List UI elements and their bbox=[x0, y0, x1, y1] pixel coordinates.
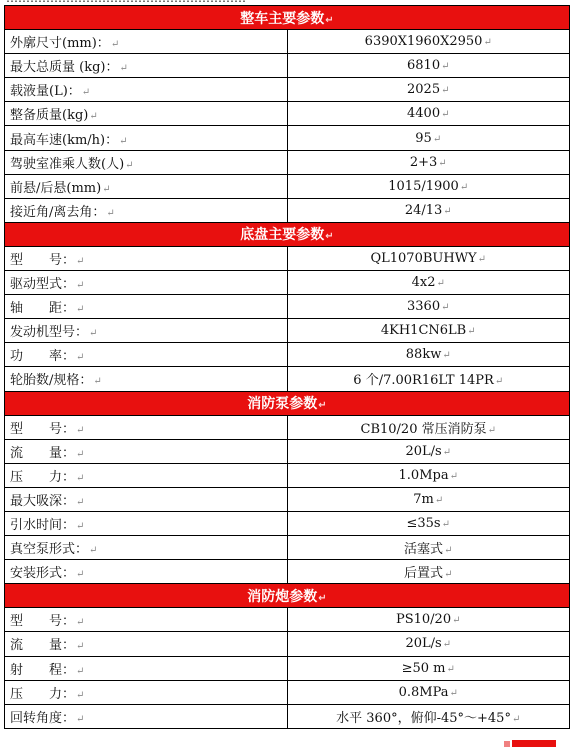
spec-value: 20L/s bbox=[405, 636, 442, 652]
spec-label-cell bbox=[5, 319, 288, 343]
paragraph-mark: ↵ bbox=[106, 207, 115, 219]
paragraph-mark: ↵ bbox=[444, 569, 453, 581]
spec-value: PS10/20 bbox=[395, 612, 452, 628]
spec-value: 活塞式 bbox=[404, 542, 444, 558]
spec-label: 压 力： bbox=[10, 469, 76, 485]
paragraph-mark: ↵ bbox=[444, 545, 453, 557]
spec-row bbox=[5, 560, 570, 584]
spec-value: 0.8MPa bbox=[398, 684, 449, 700]
spec-value-cell bbox=[287, 439, 570, 463]
paragraph-mark: ↵ bbox=[487, 424, 496, 436]
spec-row bbox=[5, 54, 570, 78]
spec-label-cell bbox=[5, 126, 288, 150]
spec-label: 流 量： bbox=[10, 638, 76, 654]
spec-label-cell bbox=[5, 246, 288, 270]
spec-label: 最高车速(km/h)： bbox=[10, 132, 119, 148]
section-title-cell bbox=[5, 391, 570, 415]
spec-row bbox=[5, 102, 570, 126]
paragraph-mark: ↵ bbox=[434, 494, 444, 506]
spec-value-cell bbox=[287, 102, 570, 126]
spec-label: 发动机型号： bbox=[10, 325, 89, 341]
paragraph-mark: ↵ bbox=[483, 37, 492, 49]
spec-value: 88kw bbox=[405, 347, 442, 363]
spec-label-cell bbox=[5, 439, 288, 463]
spec-row bbox=[5, 295, 570, 319]
section-title: 整车主要参数 bbox=[240, 10, 325, 27]
spec-label-cell bbox=[5, 78, 288, 102]
spec-value: QL1070BUHWY bbox=[370, 250, 477, 266]
paragraph-mark: ↵ bbox=[442, 350, 451, 362]
spec-row bbox=[5, 150, 570, 174]
spec-label: 型 号： bbox=[10, 614, 76, 630]
paragraph-mark: ↵ bbox=[438, 157, 447, 169]
spec-value: 7m bbox=[413, 491, 434, 507]
spec-value-cell bbox=[287, 463, 570, 487]
spec-value-cell bbox=[287, 30, 570, 54]
spec-value-cell bbox=[287, 126, 570, 150]
paragraph-mark: ↵ bbox=[467, 326, 476, 338]
spec-value: 2025 bbox=[407, 82, 441, 98]
spec-value-cell bbox=[287, 343, 570, 367]
spec-value-cell bbox=[287, 54, 570, 78]
spec-value: 1.0Mpa bbox=[398, 467, 449, 483]
spec-value-cell bbox=[287, 680, 570, 704]
spec-value: 6390X1960X2950 bbox=[364, 34, 483, 50]
spec-label: 型 号： bbox=[10, 252, 76, 268]
spec-row bbox=[5, 656, 570, 680]
spec-value: 4400 bbox=[407, 106, 441, 122]
spec-value-cell bbox=[287, 198, 570, 222]
paragraph-mark: ↵ bbox=[76, 689, 85, 701]
spec-row bbox=[5, 343, 570, 367]
spec-value: 95 bbox=[415, 130, 432, 146]
spec-label-cell bbox=[5, 295, 288, 319]
spec-row bbox=[5, 246, 570, 270]
section-title: 消防炮参数 bbox=[247, 588, 318, 605]
spec-label: 最大吸深： bbox=[10, 493, 76, 509]
paragraph-mark: ↵ bbox=[89, 111, 98, 123]
paragraph-mark: ↵ bbox=[494, 376, 504, 388]
paragraph-mark: ↵ bbox=[76, 713, 85, 725]
paragraph-mark: ↵ bbox=[441, 519, 450, 531]
paragraph-mark: ↵ bbox=[76, 352, 85, 364]
spec-row bbox=[5, 632, 570, 656]
section-title-cell bbox=[5, 6, 570, 30]
spec-label: 驱动型式： bbox=[10, 277, 76, 293]
spec-label: 轴 距： bbox=[10, 301, 76, 317]
paragraph-mark: ↵ bbox=[477, 253, 487, 265]
spec-value: 2+3 bbox=[409, 154, 438, 170]
spec-label: 功 率： bbox=[10, 349, 76, 365]
spec-value: 后置式 bbox=[404, 566, 444, 582]
section-header bbox=[5, 6, 570, 30]
section-header bbox=[5, 222, 570, 246]
spec-value: CB10/20 常压消防泵 bbox=[360, 421, 487, 437]
spec-label: 射 程： bbox=[10, 662, 76, 678]
paragraph-mark: ↵ bbox=[441, 85, 450, 97]
spec-row bbox=[5, 319, 570, 343]
paragraph-mark: ↵ bbox=[125, 159, 134, 171]
paragraph-mark: ↵ bbox=[432, 133, 442, 145]
paragraph-mark: ↵ bbox=[119, 135, 128, 147]
paragraph-mark: ↵ bbox=[442, 446, 452, 458]
spec-row bbox=[5, 78, 570, 102]
spec-label-cell bbox=[5, 536, 288, 560]
spec-label: 前悬/后悬(mm) bbox=[10, 180, 102, 196]
spec-value-cell bbox=[287, 78, 570, 102]
paragraph-mark: ↵ bbox=[511, 713, 521, 725]
paragraph-mark: ↵ bbox=[76, 472, 85, 484]
spec-label: 载液量(L)： bbox=[10, 84, 81, 100]
spec-value-cell bbox=[287, 536, 570, 560]
spec-value: 1015/1900 bbox=[388, 178, 459, 194]
spec-value: 20L/s bbox=[405, 443, 442, 459]
spec-label-cell bbox=[5, 463, 288, 487]
corner-decoration-dot bbox=[504, 741, 510, 747]
spec-row bbox=[5, 30, 570, 54]
spec-row bbox=[5, 680, 570, 704]
spec-label-cell bbox=[5, 30, 288, 54]
spec-value-cell bbox=[287, 246, 570, 270]
paragraph-mark: ↵ bbox=[325, 14, 334, 26]
paragraph-mark: ↵ bbox=[89, 545, 98, 557]
spec-label-cell bbox=[5, 102, 288, 126]
spec-label-cell bbox=[5, 656, 288, 680]
spec-value-cell bbox=[287, 632, 570, 656]
paragraph-mark: ↵ bbox=[459, 181, 469, 193]
spec-label-cell bbox=[5, 511, 288, 535]
spec-label: 最大总质量 (kg)： bbox=[10, 60, 119, 76]
spec-label-cell bbox=[5, 271, 288, 295]
paragraph-mark: ↵ bbox=[76, 280, 85, 292]
spec-value: 6 个/7.00R16LT 14PR bbox=[353, 373, 494, 389]
paragraph-mark: ↵ bbox=[76, 521, 85, 533]
spec-label-cell bbox=[5, 608, 288, 632]
paragraph-mark: ↵ bbox=[325, 231, 334, 243]
paragraph-mark: ↵ bbox=[89, 328, 98, 340]
spec-label-cell bbox=[5, 560, 288, 584]
spec-label: 驾驶室准乘人数(人) bbox=[10, 156, 125, 172]
section-title-cell bbox=[5, 222, 570, 246]
spec-value-cell bbox=[287, 319, 570, 343]
paragraph-mark: ↵ bbox=[449, 687, 458, 699]
section-title-cell bbox=[5, 584, 570, 608]
paragraph-mark: ↵ bbox=[119, 63, 128, 75]
spec-label-cell bbox=[5, 54, 288, 78]
paragraph-mark: ↵ bbox=[76, 255, 85, 267]
spec-label: 引水时间： bbox=[10, 518, 76, 534]
spec-label: 接近角/离去角： bbox=[10, 204, 106, 220]
paragraph-mark: ↵ bbox=[446, 663, 455, 675]
spec-value-cell bbox=[287, 560, 570, 584]
spec-value-cell bbox=[287, 704, 570, 728]
paragraph-mark: ↵ bbox=[76, 448, 85, 460]
spec-label: 流 量： bbox=[10, 445, 76, 461]
spec-value: ≤35s bbox=[406, 516, 441, 532]
spec-value: 3360 bbox=[407, 299, 441, 315]
spec-row bbox=[5, 367, 570, 391]
paragraph-mark: ↵ bbox=[76, 641, 85, 653]
paragraph-mark: ↵ bbox=[76, 304, 85, 316]
paragraph-mark: ↵ bbox=[452, 615, 461, 627]
spec-row bbox=[5, 536, 570, 560]
spec-label: 安装形式： bbox=[10, 566, 76, 582]
section-title: 消防泵参数 bbox=[247, 396, 318, 413]
paragraph-mark: ↵ bbox=[318, 592, 327, 604]
spec-label: 轮胎数/规格： bbox=[10, 373, 93, 389]
spec-value: 4x2 bbox=[411, 275, 436, 291]
paragraph-mark: ↵ bbox=[318, 400, 327, 412]
spec-label: 回转角度： bbox=[10, 710, 76, 726]
spec-label-cell bbox=[5, 632, 288, 656]
spec-table bbox=[4, 5, 570, 729]
spec-label-cell bbox=[5, 150, 288, 174]
paragraph-mark: ↵ bbox=[76, 424, 85, 436]
spec-row bbox=[5, 487, 570, 511]
spec-value-cell bbox=[287, 415, 570, 439]
paragraph-mark: ↵ bbox=[76, 617, 85, 629]
paragraph-mark: ↵ bbox=[436, 278, 445, 290]
paragraph-mark: ↵ bbox=[76, 496, 85, 508]
paragraph-mark: ↵ bbox=[443, 205, 452, 217]
spec-label-cell bbox=[5, 680, 288, 704]
spec-value-cell bbox=[287, 295, 570, 319]
spec-label: 型 号： bbox=[10, 421, 76, 437]
spec-value-cell bbox=[287, 487, 570, 511]
spec-value: 4KH1CN6LB bbox=[380, 323, 467, 339]
paragraph-mark: ↵ bbox=[441, 302, 450, 314]
corner-decoration bbox=[512, 740, 556, 747]
paragraph-mark: ↵ bbox=[110, 39, 120, 51]
paragraph-mark: ↵ bbox=[76, 665, 85, 677]
spec-row bbox=[5, 511, 570, 535]
spec-label: 压 力： bbox=[10, 686, 76, 702]
spec-label-cell bbox=[5, 704, 288, 728]
spec-value-cell bbox=[287, 656, 570, 680]
spec-row bbox=[5, 198, 570, 222]
spec-value: 水平 360°，俯仰-45°～+45° bbox=[336, 710, 511, 726]
paragraph-mark: ↵ bbox=[76, 569, 85, 581]
spec-label: 外廓尺寸(mm)： bbox=[10, 36, 110, 52]
paragraph-mark: ↵ bbox=[81, 87, 91, 99]
spec-label: 整备质量(kg) bbox=[10, 108, 89, 124]
spec-row bbox=[5, 174, 570, 198]
spec-label: 真空泵形式： bbox=[10, 542, 89, 558]
spec-value-cell bbox=[287, 608, 570, 632]
spec-value-cell bbox=[287, 511, 570, 535]
section-title: 底盘主要参数 bbox=[240, 227, 325, 244]
paragraph-mark: ↵ bbox=[441, 61, 450, 73]
spec-value-cell bbox=[287, 150, 570, 174]
paragraph-mark: ↵ bbox=[442, 639, 452, 651]
paragraph-mark: ↵ bbox=[441, 109, 450, 121]
spec-label-cell bbox=[5, 174, 288, 198]
spec-row bbox=[5, 271, 570, 295]
spec-label-cell bbox=[5, 343, 288, 367]
paragraph-mark: ↵ bbox=[102, 183, 111, 195]
spec-value: 24/13 bbox=[404, 202, 443, 218]
section-header bbox=[5, 391, 570, 415]
spec-value: 6810 bbox=[407, 58, 441, 74]
spec-label-cell bbox=[5, 415, 288, 439]
spec-row bbox=[5, 608, 570, 632]
spec-value-cell bbox=[287, 271, 570, 295]
spec-label-cell bbox=[5, 367, 288, 391]
spec-value: ≥50 m bbox=[401, 660, 446, 676]
paragraph-mark: ↵ bbox=[449, 470, 458, 482]
spec-row bbox=[5, 415, 570, 439]
spec-row bbox=[5, 704, 570, 728]
spec-value-cell bbox=[287, 367, 570, 391]
spec-row bbox=[5, 463, 570, 487]
spec-row bbox=[5, 439, 570, 463]
spec-label-cell bbox=[5, 487, 288, 511]
paragraph-mark: ↵ bbox=[93, 376, 102, 388]
spec-row bbox=[5, 126, 570, 150]
spec-label-cell bbox=[5, 198, 288, 222]
section-header bbox=[5, 584, 570, 608]
spec-value-cell bbox=[287, 174, 570, 198]
